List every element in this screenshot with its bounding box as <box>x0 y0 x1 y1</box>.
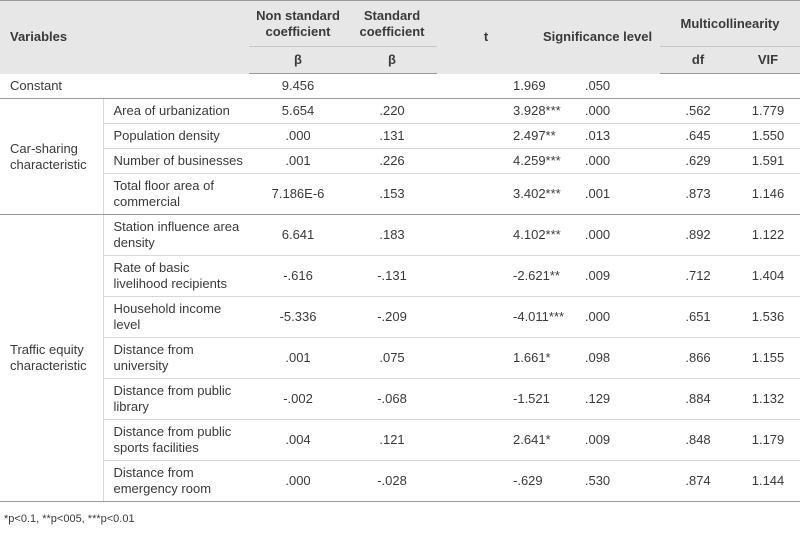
cell-vif: 1.122 <box>736 215 800 256</box>
table-row <box>0 379 800 420</box>
group-label-car-sharing: Car-sharing characteristic <box>0 99 103 215</box>
cell-std: -.028 <box>347 461 437 502</box>
cell-vif: 1.179 <box>736 420 800 461</box>
cell-variable: Distance from emergency room <box>103 461 249 502</box>
cell-beta: .001 <box>249 338 347 379</box>
header-multicollinearity: Multicollinearity <box>660 1 800 47</box>
header-vif: VIF <box>736 47 800 74</box>
cell-vif: 1.132 <box>736 379 800 420</box>
cell-df: .892 <box>660 215 736 256</box>
cell-vif <box>736 74 800 99</box>
header-beta-nonstd: β <box>249 47 347 74</box>
cell-variable: Area of urbanization <box>103 99 249 124</box>
table-row <box>0 420 800 461</box>
cell-sig: .050 <box>535 74 660 99</box>
cell-variable: Population density <box>103 124 249 149</box>
cell-df <box>660 74 736 99</box>
cell-variable: Total floor area of commercial <box>103 174 249 215</box>
cell-t: 4.259*** <box>437 149 535 174</box>
cell-beta: 7.186E-6 <box>249 174 347 215</box>
table-row <box>0 297 800 338</box>
cell-beta: -.616 <box>249 256 347 297</box>
cell-beta: -5.336 <box>249 297 347 338</box>
group-label-traffic-equity: Traffic equity characteristic <box>0 215 103 502</box>
cell-sig: .013 <box>535 124 660 149</box>
table-row-constant <box>0 74 800 99</box>
cell-vif: 1.779 <box>736 99 800 124</box>
cell-vif: 1.591 <box>736 149 800 174</box>
header-beta-std: β <box>347 47 437 74</box>
cell-sig: .000 <box>535 149 660 174</box>
table-row <box>0 174 800 215</box>
header-row-1 <box>0 1 800 47</box>
header-standard: Standard coefficient <box>347 1 437 47</box>
cell-vif: 1.404 <box>736 256 800 297</box>
cell-sig: .009 <box>535 420 660 461</box>
cell-variable: Distance from university <box>103 338 249 379</box>
cell-t: 4.102*** <box>437 215 535 256</box>
cell-df: .866 <box>660 338 736 379</box>
cell-variable: Station influence area density <box>103 215 249 256</box>
cell-df: .884 <box>660 379 736 420</box>
table-row <box>0 124 800 149</box>
cell-t: 1.661* <box>437 338 535 379</box>
cell-std <box>347 74 437 99</box>
cell-std: .226 <box>347 149 437 174</box>
header-variables: Variables <box>0 1 249 74</box>
cell-std: -.068 <box>347 379 437 420</box>
cell-df: .874 <box>660 461 736 502</box>
cell-std: .075 <box>347 338 437 379</box>
cell-sig: .098 <box>535 338 660 379</box>
cell-df: .562 <box>660 99 736 124</box>
cell-sig: .530 <box>535 461 660 502</box>
cell-std: -.131 <box>347 256 437 297</box>
cell-std: .220 <box>347 99 437 124</box>
cell-sig: .001 <box>535 174 660 215</box>
cell-sig: .000 <box>535 297 660 338</box>
cell-sig: .000 <box>535 99 660 124</box>
cell-df: .712 <box>660 256 736 297</box>
cell-variable: Number of businesses <box>103 149 249 174</box>
cell-t: -1.521 <box>437 379 535 420</box>
cell-std: .153 <box>347 174 437 215</box>
cell-vif: 1.144 <box>736 461 800 502</box>
cell-beta: .000 <box>249 461 347 502</box>
cell-sig: .009 <box>535 256 660 297</box>
cell-sig: .129 <box>535 379 660 420</box>
cell-std: -.209 <box>347 297 437 338</box>
cell-t: 3.928*** <box>437 99 535 124</box>
cell-std: .121 <box>347 420 437 461</box>
cell-variable: Distance from public library <box>103 379 249 420</box>
table-row <box>0 461 800 502</box>
cell-t: 2.641* <box>437 420 535 461</box>
cell-df: .873 <box>660 174 736 215</box>
cell-df: .645 <box>660 124 736 149</box>
table-row <box>0 99 800 124</box>
header-t: t <box>437 1 535 74</box>
cell-t: -2.621** <box>437 256 535 297</box>
cell-df: .629 <box>660 149 736 174</box>
cell-t: -4.011*** <box>437 297 535 338</box>
cell-beta: .000 <box>249 124 347 149</box>
cell-t: 1.969 <box>437 74 535 99</box>
cell-beta: 6.641 <box>249 215 347 256</box>
table-row <box>0 256 800 297</box>
table-row <box>0 338 800 379</box>
cell-t: 2.497** <box>437 124 535 149</box>
cell-df: .848 <box>660 420 736 461</box>
cell-sig: .000 <box>535 215 660 256</box>
cell-vif: 1.146 <box>736 174 800 215</box>
cell-vif: 1.550 <box>736 124 800 149</box>
cell-variable: Rate of basic livelihood recipients <box>103 256 249 297</box>
cell-t: -.629 <box>437 461 535 502</box>
cell-vif: 1.155 <box>736 338 800 379</box>
cell-t: 3.402*** <box>437 174 535 215</box>
cell-beta: -.002 <box>249 379 347 420</box>
cell-beta: 5.654 <box>249 99 347 124</box>
cell-beta: .001 <box>249 149 347 174</box>
cell-vif: 1.536 <box>736 297 800 338</box>
significance-footnote: *p<0.1, **p<005, ***p<0.01 <box>4 513 135 525</box>
cell-beta: .004 <box>249 420 347 461</box>
header-significance: Significance level <box>535 1 660 74</box>
table-row <box>0 215 800 256</box>
cell-variable: Distance from public sports facilities <box>103 420 249 461</box>
cell-std: .183 <box>347 215 437 256</box>
cell-beta: 9.456 <box>249 74 347 99</box>
cell-df: .651 <box>660 297 736 338</box>
header-non-standard: Non standard coefficient <box>249 1 347 47</box>
cell-variable: Household income level <box>103 297 249 338</box>
table-row <box>0 149 800 174</box>
header-df: df <box>660 47 736 74</box>
cell-std: .131 <box>347 124 437 149</box>
constant-label: Constant <box>0 74 249 99</box>
